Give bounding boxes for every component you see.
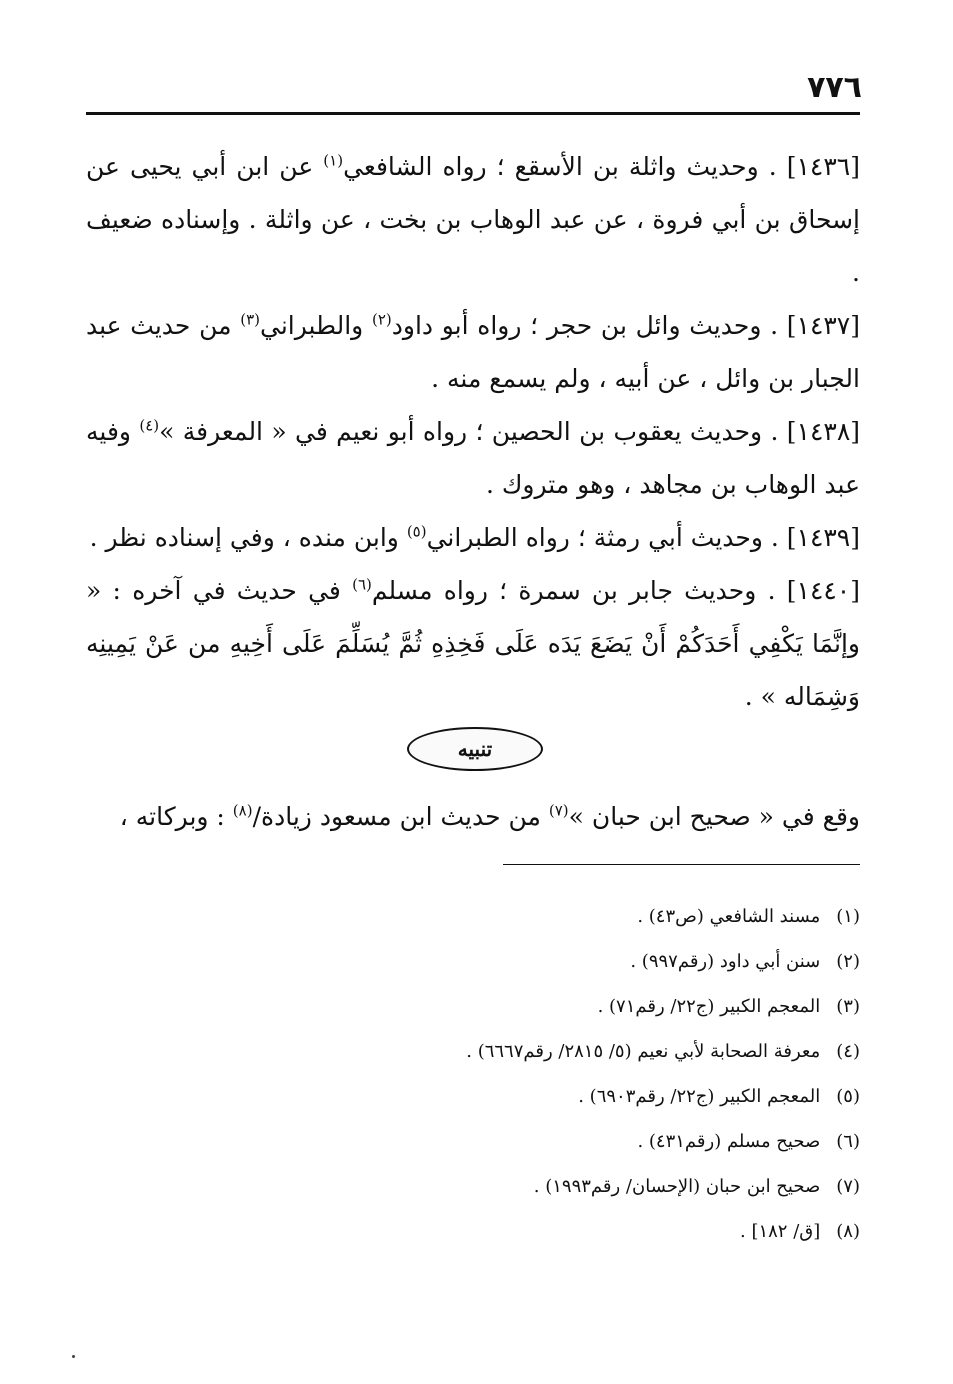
footnote-text: صحيح ابن حبان (الإحسان/ رقم١٩٩٣) . <box>533 1176 821 1197</box>
header-rule <box>86 112 860 115</box>
paragraph-text: والطبراني <box>260 311 372 340</box>
footnote-item <box>86 939 860 984</box>
footnote-number: (٥) <box>836 1086 860 1107</box>
footnote-number: (٧) <box>836 1176 860 1197</box>
paragraph-text: وفيه عبد الوهاب بن مجاهد ، وهو متروك . <box>86 417 860 499</box>
paragraph-text: [١٤٤٠] . وحديث جابر بن سمرة ؛ رواه مسلم <box>371 576 860 605</box>
footnote-ref: (١) <box>323 151 344 170</box>
notice-text <box>86 790 860 843</box>
footnote-number: (١) <box>836 906 860 927</box>
notice-line: من حديث ابن مسعود زيادة/ <box>252 802 549 831</box>
footnote-item <box>86 1119 860 1164</box>
notice-oval <box>407 727 543 771</box>
paragraph-text: [١٤٣٧] . وحديث وائل بن حجر ؛ رواه أبو داود <box>391 311 860 340</box>
notice-heading <box>407 727 543 773</box>
paragraph-text: [١٤٣٨] . وحديث يعقوب بن الحصين ؛ رواه أبو نعيم في « المعرفة » <box>159 417 861 446</box>
footnote-item <box>86 1209 860 1254</box>
footnote-number: (٢) <box>836 951 860 972</box>
notice-line: : وبركاته ، <box>119 802 233 831</box>
footnote-ref: (٧) <box>548 801 569 820</box>
footnote-item <box>86 1164 860 1209</box>
footnote-item <box>86 894 860 939</box>
footnote-ref: (٨) <box>232 801 253 820</box>
main-text <box>86 140 860 723</box>
paragraph-1436 <box>86 140 860 299</box>
paragraph-text: وابن منده ، وفي إسناده نظر . <box>89 523 407 552</box>
footnote-text: المعجم الكبير (ج٢٢/ رقم٦٩٠٣) . <box>578 1086 821 1107</box>
footnote-number: (٦) <box>836 1131 860 1152</box>
footnote-item <box>86 984 860 1029</box>
footnote-item <box>86 1074 860 1119</box>
footnote-ref: (٢) <box>371 310 392 329</box>
page-number: ٧٧٦ <box>807 70 862 105</box>
paragraph-1440 <box>86 564 860 723</box>
footnote-text: [ق/ ١٨٢] . <box>740 1221 821 1242</box>
paragraph-1437 <box>86 299 860 405</box>
footnote-text: صحيح مسلم (رقم٤٣١) . <box>637 1131 821 1152</box>
paragraph-1439 <box>86 511 860 564</box>
footnote-number: (٣) <box>836 996 860 1017</box>
footnote-ref: (٥) <box>406 522 427 541</box>
footnote-number: (٤) <box>836 1041 860 1062</box>
footnotes <box>86 894 860 1254</box>
footnote-separator <box>503 864 860 865</box>
paragraph-text: [١٤٣٩] . وحديث أبي رمثة ؛ رواه الطبراني <box>426 523 860 552</box>
paragraph-text: من حديث عبد الجبار بن وائل ، عن أبيه ، ولم يسمع منه . <box>86 311 860 393</box>
paragraph-text: عن ابن أبي يحيى عن إسحاق بن أبي فروة ، عن عبد الوهاب بن بخت ، عن واثلة . وإسناده ضعيف . <box>86 152 860 287</box>
footnote-text: معرفة الصحابة لأبي نعيم (٥/ ٢٨١٥/ رقم٦٦٦٧) . <box>466 1041 821 1062</box>
paragraph-1438 <box>86 405 860 511</box>
footnote-number: (٨) <box>836 1221 860 1242</box>
footnote-text: مسند الشافعي (ص٤٣) . <box>637 906 821 927</box>
paragraph-text: [١٤٣٦] . وحديث واثلة بن الأسقع ؛ رواه الشافعي <box>343 152 860 181</box>
footnote-ref: (٤) <box>139 416 160 435</box>
paragraph-text: في حديث في آخره : « وإنَّمَا يَكْفِي أَحَدَكُمْ أَنْ يَضَعَ يَدَه عَلَى فَخِذِهِ ثُمَّ يُسَلِّمَ عَلَى أَخِيهِ من عَنْ يَمِينِه وَشِمَاله » . <box>86 576 860 711</box>
scan-dot <box>72 1355 75 1358</box>
footnote-text: المعجم الكبير (ج٢٢/ رقم٧١) . <box>597 996 821 1017</box>
notice-line: وقع في « صحيح ابن حبان » <box>568 802 860 831</box>
footnote-item <box>86 1029 860 1074</box>
footnote-ref: (٣) <box>240 310 261 329</box>
notice-title: تنبيه <box>457 737 493 761</box>
footnote-text: سنن أبي داود (رقم٩٩٧) . <box>630 951 821 972</box>
footnote-ref: (٦) <box>352 575 372 594</box>
